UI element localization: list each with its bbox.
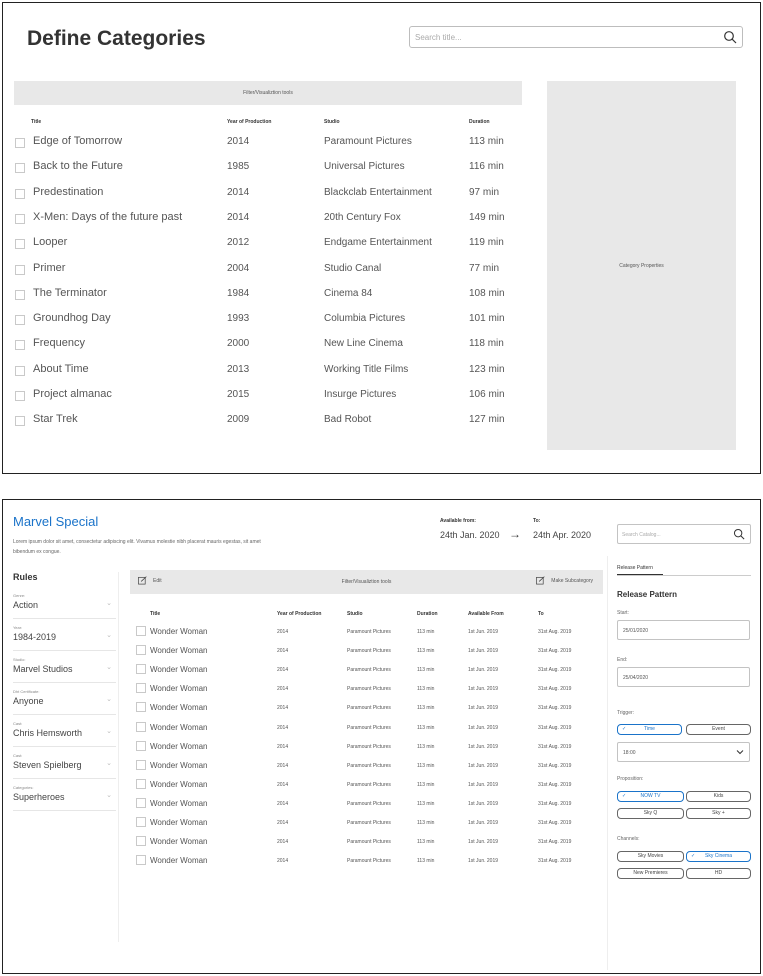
- cell-year: 2014: [277, 743, 289, 750]
- cell-year: 2014: [277, 800, 289, 807]
- cell-available-from: 1st Jun. 2019: [468, 858, 499, 865]
- cell-available-from: 1st Jun. 2019: [468, 686, 499, 693]
- channel-hd-label: HD: [714, 870, 723, 876]
- release-pattern-heading: Release Pattern: [617, 590, 678, 599]
- cell-title: Wonder Woman: [150, 760, 208, 770]
- panel-divider: [607, 556, 608, 970]
- check-icon: ✓: [622, 726, 627, 732]
- cell-studio: Working Title Films: [324, 363, 409, 375]
- cell-duration: 113 min: [417, 686, 435, 693]
- row-checkbox[interactable]: [136, 722, 146, 732]
- table-row[interactable]: [136, 817, 596, 835]
- cell-title: The Terminator: [33, 286, 107, 299]
- chevron-down-icon: ⌄: [106, 792, 112, 799]
- cell-duration: 108 min: [469, 287, 505, 299]
- cell-year: 1993: [227, 313, 250, 325]
- cell-studio: 20th Century Fox: [324, 211, 401, 223]
- table-row[interactable]: [15, 161, 515, 181]
- cell-duration: 113 min: [417, 820, 435, 826]
- cell-studio: Paramount Pictures: [347, 781, 391, 788]
- rule-label: Year:: [13, 625, 23, 630]
- catalog-search-input[interactable]: [617, 524, 751, 544]
- chevron-down-icon: ⌄: [106, 600, 112, 607]
- tab-release-pattern[interactable]: Release Pattern: [617, 565, 663, 575]
- start-date-value: 25/01/2020: [623, 628, 649, 634]
- cell-to: 31st Aug. 2019: [538, 724, 572, 731]
- cell-available-from: 1st Jun. 2019: [468, 781, 499, 788]
- edit-icon: [536, 576, 545, 585]
- cell-available-from: 1st Jun. 2019: [468, 762, 499, 769]
- rule-value: 1984-2019: [13, 632, 57, 642]
- category-detail-screen: [2, 499, 761, 974]
- table-row[interactable]: [136, 702, 596, 720]
- column-header-duration[interactable]: Duration: [469, 119, 490, 125]
- cell-year: 2013: [227, 363, 250, 375]
- cell-available-from: 1st Jun. 2019: [468, 820, 499, 826]
- rule-dropdown[interactable]: [13, 619, 116, 651]
- cell-year: 2014: [277, 686, 289, 693]
- cell-year: 1984: [227, 287, 250, 299]
- cell-studio: Blackclab Entertainment: [324, 186, 432, 198]
- cell-title: Predestination: [33, 185, 104, 198]
- rule-value: Anyone: [13, 696, 44, 706]
- cell-year: 2014: [277, 781, 289, 788]
- channel-hd-toggle[interactable]: [686, 868, 751, 879]
- cell-available-from: 1st Jun. 2019: [468, 629, 499, 635]
- available-from-value[interactable]: 24th Jan. 2020: [440, 530, 500, 540]
- proposition-nowtv-toggle[interactable]: [617, 791, 684, 802]
- cell-studio: Paramount Pictures: [347, 762, 391, 769]
- column-header-year[interactable]: Year of Production: [277, 611, 322, 617]
- rule-label: Cast:: [13, 753, 23, 758]
- row-checkbox[interactable]: [136, 760, 146, 770]
- cell-year: 2014: [277, 667, 289, 674]
- trigger-time-label: Time: [644, 726, 655, 732]
- table-row[interactable]: [136, 760, 596, 778]
- proposition-skyplus-label: Sky +: [712, 810, 725, 816]
- cell-year: 1985: [227, 161, 250, 173]
- cell-duration: 116 min: [469, 161, 504, 173]
- category-properties-label: Category Properties: [619, 262, 664, 269]
- cell-available-from: 1st Jun. 2019: [468, 667, 499, 674]
- column-header-title[interactable]: Title: [31, 119, 42, 125]
- cell-duration: 113 min: [417, 705, 435, 712]
- chevron-down-icon: ⌄: [106, 632, 112, 639]
- cell-title: Wonder Woman: [150, 741, 208, 751]
- rule-label: Cast:: [13, 721, 23, 726]
- end-date-value: 25/04/2020: [623, 675, 649, 681]
- rule-dropdown[interactable]: [13, 715, 116, 747]
- cell-duration: 113 min: [469, 136, 504, 147]
- cell-title: Wonder Woman: [150, 646, 208, 656]
- rule-value: Action: [13, 600, 39, 610]
- cell-to: 31st Aug. 2019: [538, 686, 572, 693]
- cell-duration: 106 min: [469, 389, 505, 400]
- cell-year: 2015: [227, 389, 250, 400]
- cell-title: Star Trek: [33, 413, 78, 426]
- cell-title: Wonder Woman: [150, 798, 208, 808]
- table-row[interactable]: [136, 664, 596, 682]
- row-checkbox[interactable]: [136, 741, 146, 751]
- start-label: Start:: [617, 610, 629, 616]
- cell-studio: Insurge Pictures: [324, 389, 397, 400]
- cell-title: Primer: [33, 261, 66, 274]
- cell-year: 2014: [277, 762, 289, 769]
- chevron-down-icon: ⌄: [106, 664, 112, 671]
- cell-title: Wonder Woman: [150, 627, 208, 636]
- search-icon[interactable]: [723, 30, 737, 44]
- cell-available-from: 1st Jun. 2019: [468, 705, 499, 712]
- rule-dropdown[interactable]: [13, 747, 116, 779]
- cell-studio: Cinema 84: [324, 287, 373, 299]
- row-checkbox[interactable]: [136, 817, 146, 827]
- cell-studio: Paramount Pictures: [347, 839, 391, 846]
- table-row[interactable]: [15, 389, 515, 409]
- page-title: Define Categories: [27, 27, 206, 50]
- table-row[interactable]: [136, 798, 596, 816]
- rule-dropdown[interactable]: [13, 587, 116, 619]
- row-checkbox[interactable]: [15, 290, 25, 300]
- cell-studio: Paramount Pictures: [347, 820, 391, 826]
- table-toolbar: [130, 570, 603, 594]
- cell-year: 2014: [227, 211, 250, 223]
- chevron-down-icon: ⌄: [106, 696, 112, 703]
- rule-value: Superheroes: [13, 792, 65, 802]
- cell-duration: 113 min: [417, 629, 435, 635]
- cell-duration: 97 min: [469, 186, 500, 198]
- cell-to: 31st Aug. 2019: [538, 781, 572, 788]
- to-label: To:: [533, 518, 541, 524]
- column-header-studio[interactable]: Studio: [324, 119, 340, 125]
- rules-heading: Rules: [13, 572, 38, 582]
- cell-studio: Columbia Pictures: [324, 313, 406, 325]
- cell-year: 2014: [277, 648, 289, 655]
- check-icon: ✓: [691, 853, 696, 859]
- channel-newpremieres-label: New Premieres: [633, 870, 668, 876]
- table-row[interactable]: [136, 836, 596, 854]
- table-row[interactable]: [15, 237, 515, 257]
- row-checkbox[interactable]: [15, 340, 25, 350]
- cell-studio: Paramount Pictures: [347, 667, 391, 674]
- table-row[interactable]: [15, 212, 515, 232]
- rule-label: Genre:: [13, 593, 26, 598]
- rule-dropdown[interactable]: [13, 683, 116, 715]
- row-checkbox[interactable]: [136, 645, 146, 655]
- row-checkbox[interactable]: [15, 416, 25, 426]
- check-icon: ✓: [622, 793, 627, 799]
- search-placeholder: Search title...: [415, 33, 462, 42]
- proposition-label: Proposition:: [617, 776, 644, 782]
- rule-label: Studio:: [13, 657, 26, 662]
- cell-title: Frequency: [33, 337, 85, 350]
- column-header-studio[interactable]: Studio: [347, 611, 363, 617]
- cell-title: Wonder Woman: [150, 665, 208, 675]
- cell-available-from: 1st Jun. 2019: [468, 800, 499, 807]
- table-row[interactable]: [136, 779, 596, 797]
- cell-duration: 113 min: [417, 648, 435, 655]
- cell-to: 31st Aug. 2019: [538, 820, 572, 826]
- row-checkbox[interactable]: [15, 239, 25, 249]
- rule-dropdown[interactable]: [13, 779, 116, 811]
- available-from-label: Available from:: [440, 518, 476, 524]
- row-checkbox[interactable]: [136, 702, 146, 712]
- row-checkbox[interactable]: [136, 779, 146, 789]
- rule-dropdown[interactable]: [13, 651, 116, 683]
- channel-skycinema-label: Sky Cinema: [705, 853, 732, 859]
- channel-skymovies-toggle[interactable]: [617, 851, 684, 862]
- trigger-time-toggle[interactable]: [617, 724, 682, 735]
- cell-to: 31st Aug. 2019: [538, 648, 572, 655]
- cell-title: Looper: [33, 236, 68, 249]
- rules-divider: [118, 572, 119, 942]
- rule-value: Steven Spielberg: [13, 760, 82, 770]
- row-checkbox[interactable]: [136, 683, 146, 693]
- cell-year: 2009: [227, 414, 250, 426]
- cell-year: 2014: [227, 136, 250, 147]
- trigger-event-toggle[interactable]: [686, 724, 751, 735]
- row-checkbox[interactable]: [15, 163, 25, 173]
- table-row[interactable]: [15, 263, 515, 283]
- edit-label: Edit: [153, 577, 162, 584]
- cell-duration: 77 min: [469, 262, 500, 274]
- search-icon[interactable]: [733, 528, 745, 540]
- column-header-available-from[interactable]: Available From: [468, 611, 504, 617]
- cell-duration: 149 min: [469, 211, 505, 223]
- cell-studio: Paramount Pictures: [347, 743, 391, 750]
- time-select[interactable]: [617, 742, 750, 762]
- cell-title: Groundhog Day: [33, 312, 111, 325]
- cell-to: 31st Aug. 2019: [538, 800, 572, 807]
- cell-studio: Endgame Entertainment: [324, 237, 432, 249]
- search-input[interactable]: [409, 26, 743, 48]
- cell-studio: Paramount Pictures: [347, 858, 391, 865]
- cell-studio: New Line Cinema: [324, 338, 403, 350]
- cell-title: Project almanac: [33, 388, 112, 400]
- cell-year: 2014: [277, 858, 289, 865]
- cell-to: 31st Aug. 2019: [538, 839, 572, 846]
- table-row[interactable]: [136, 722, 596, 740]
- arrow-right-icon: →: [509, 527, 521, 541]
- cell-studio: Paramount Pictures: [347, 724, 391, 731]
- cell-studio: Universal Pictures: [324, 161, 405, 173]
- trigger-label: Trigger:: [617, 710, 635, 716]
- column-header-title[interactable]: Title: [150, 611, 161, 617]
- cell-studio: Paramount Pictures: [347, 629, 391, 635]
- row-checkbox[interactable]: [136, 664, 146, 674]
- chevron-down-icon: [735, 747, 745, 757]
- cell-title: Wonder Woman: [150, 837, 208, 847]
- cell-available-from: 1st Jun. 2019: [468, 724, 499, 731]
- trigger-event-label: Event: [712, 726, 725, 732]
- table-row[interactable]: [15, 414, 515, 434]
- cell-studio: Paramount Pictures: [324, 136, 412, 147]
- filter-toolbar[interactable]: Filter/Visualiztion tools: [14, 81, 522, 105]
- cell-duration: 113 min: [417, 781, 435, 788]
- time-value: 18:00: [623, 750, 636, 756]
- cell-duration: 113 min: [417, 743, 435, 750]
- cell-title: Edge of Tomorrow: [33, 135, 123, 147]
- proposition-nowtv-label: NOW TV: [640, 793, 661, 799]
- cell-year: 2014: [277, 820, 289, 826]
- cell-duration: 101 min: [469, 313, 505, 325]
- cell-title: Wonder Woman: [150, 779, 208, 789]
- row-checkbox[interactable]: [15, 138, 25, 148]
- cell-studio: Studio Canal: [324, 262, 382, 274]
- cell-year: 2014: [277, 724, 289, 731]
- cell-year: 2000: [227, 338, 250, 350]
- cell-duration: 118 min: [469, 338, 504, 350]
- channel-skycinema-toggle[interactable]: [686, 851, 751, 862]
- cell-available-from: 1st Jun. 2019: [468, 648, 499, 655]
- cell-to: 31st Aug. 2019: [538, 858, 572, 865]
- cell-title: Wonder Woman: [150, 722, 208, 732]
- proposition-skyplus-toggle[interactable]: [686, 808, 751, 819]
- cell-to: 31st Aug. 2019: [538, 743, 572, 750]
- proposition-kids-toggle[interactable]: [686, 791, 751, 802]
- end-date-field[interactable]: [617, 667, 750, 687]
- proposition-kids-label: Kids: [713, 793, 724, 799]
- proposition-skyq-toggle[interactable]: [617, 808, 684, 819]
- cell-studio: Paramount Pictures: [347, 705, 391, 712]
- cell-duration: 127 min: [469, 414, 505, 426]
- cell-year: 2014: [227, 186, 250, 198]
- cell-to: 31st Aug. 2019: [538, 762, 572, 769]
- category-title[interactable]: Marvel Special: [13, 514, 99, 529]
- table-row[interactable]: [15, 313, 515, 333]
- row-checkbox[interactable]: [136, 836, 146, 846]
- end-label: End:: [617, 657, 628, 663]
- table-row[interactable]: [15, 338, 515, 358]
- catalog-search-placeholder: Search Catalog...: [622, 532, 661, 538]
- cell-year: 2014: [277, 839, 289, 846]
- cell-duration: 119 min: [469, 237, 504, 249]
- cell-available-from: 1st Jun. 2019: [468, 743, 499, 750]
- row-checkbox[interactable]: [136, 855, 146, 865]
- cell-to: 31st Aug. 2019: [538, 705, 572, 712]
- proposition-skyq-label: Sky Q: [643, 810, 658, 816]
- channel-skymovies-label: Sky Movies: [637, 853, 664, 859]
- cell-studio: Bad Robot: [324, 414, 372, 426]
- cell-duration: 113 min: [417, 800, 435, 807]
- table-row[interactable]: [136, 741, 596, 759]
- define-categories-screen: [2, 2, 761, 474]
- to-value[interactable]: 24th Apr. 2020: [533, 530, 592, 540]
- column-header-to[interactable]: To: [538, 611, 544, 617]
- cell-year: 2012: [227, 237, 250, 249]
- cell-title: Wonder Woman: [150, 703, 208, 713]
- rule-label: Dht Certificate:: [13, 689, 40, 694]
- cell-to: 31st Aug. 2019: [538, 667, 572, 674]
- category-properties-panel: [547, 81, 736, 450]
- row-checkbox[interactable]: [15, 265, 25, 275]
- cell-duration: 113 min: [417, 839, 435, 846]
- cell-title: X-Men: Days of the future past: [33, 210, 183, 223]
- column-header-year[interactable]: Year of Production: [227, 119, 272, 125]
- row-checkbox[interactable]: [15, 315, 25, 325]
- cell-available-from: 1st Jun. 2019: [468, 839, 499, 846]
- row-checkbox[interactable]: [15, 189, 25, 199]
- table-row[interactable]: [15, 364, 515, 384]
- cell-title: Wonder Woman: [150, 684, 208, 694]
- cell-title: About Time: [33, 362, 89, 375]
- row-checkbox[interactable]: [136, 798, 146, 808]
- cell-duration: 113 min: [417, 858, 435, 865]
- cell-studio: Paramount Pictures: [347, 648, 391, 655]
- chevron-down-icon: ⌄: [106, 760, 112, 767]
- cell-title: Wonder Woman: [150, 856, 208, 866]
- column-header-duration[interactable]: Duration: [417, 611, 438, 617]
- row-checkbox[interactable]: [15, 391, 25, 401]
- cell-duration: 113 min: [417, 667, 435, 674]
- table-row[interactable]: [136, 683, 596, 701]
- cell-year: 2004: [227, 262, 250, 274]
- cell-studio: Paramount Pictures: [347, 800, 391, 807]
- table-row[interactable]: [136, 855, 596, 873]
- table-row[interactable]: [15, 187, 515, 207]
- category-description: Lorem ipsum dolor sit amet, consectetur adipiscing elit. Vivamus molestie nibh placerat mauris egestas, sit amet bibendum ex congue.: [13, 539, 261, 555]
- make-subcategory-label: Make Subcategory: [551, 577, 593, 584]
- cell-duration: 113 min: [417, 762, 435, 769]
- make-subcategory-button[interactable]: [536, 576, 593, 585]
- table-row[interactable]: [136, 626, 596, 644]
- chevron-down-icon: ⌄: [106, 728, 112, 735]
- cell-year: 2014: [277, 705, 289, 712]
- cell-duration: 113 min: [417, 724, 435, 731]
- table-row[interactable]: [15, 136, 515, 156]
- channels-label: Channels:: [617, 836, 640, 842]
- cell-title: Back to the Future: [33, 160, 123, 173]
- tab-underline: [617, 575, 751, 576]
- row-checkbox[interactable]: [15, 214, 25, 224]
- row-checkbox[interactable]: [136, 626, 146, 636]
- rule-value: Chris Hemsworth: [13, 728, 83, 738]
- cell-year: 2014: [277, 629, 289, 635]
- table-row[interactable]: [136, 645, 596, 663]
- filter-tools-label[interactable]: Filter/Visualiztion tools: [341, 579, 392, 585]
- cell-studio: Paramount Pictures: [347, 686, 391, 693]
- row-checkbox[interactable]: [15, 366, 25, 376]
- cell-title: Wonder Woman: [150, 818, 208, 827]
- rule-value: Marvel Studios: [13, 664, 73, 674]
- cell-to: 31st Aug. 2019: [538, 629, 572, 635]
- table-row[interactable]: [15, 288, 515, 308]
- rule-label: Categories:: [13, 785, 34, 790]
- start-date-field[interactable]: [617, 620, 750, 640]
- channel-newpremieres-toggle[interactable]: [617, 868, 684, 879]
- cell-duration: 123 min: [469, 363, 505, 375]
